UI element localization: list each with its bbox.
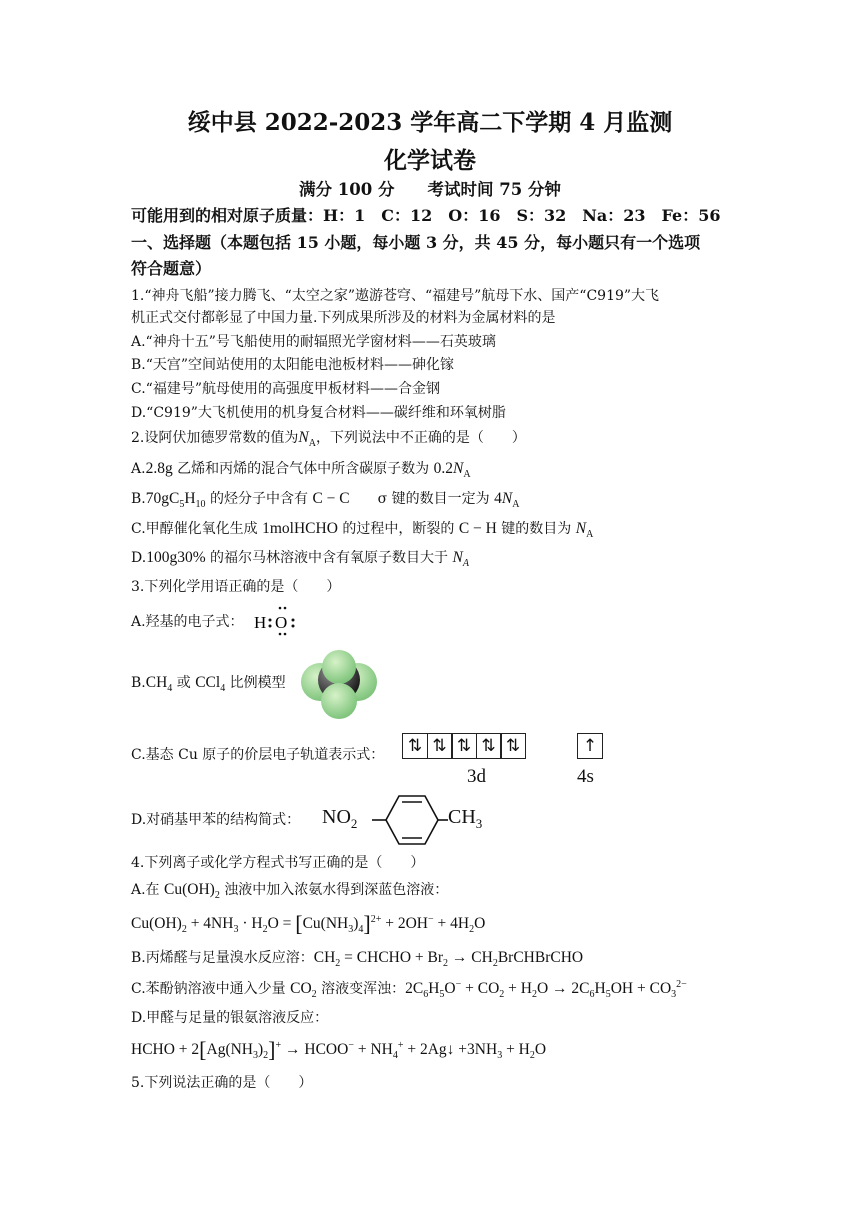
q2-option-b: $B.70gC_5H_{10}$ 的烃分子中含有 C − C σ 键的数目一定为 $4N_A$: [131, 490, 520, 511]
q2-option-a: A.2.8g 乙烯和丙烯的混合气体中所含碳原子数为 $0.2N_A$: [131, 460, 471, 481]
q4-option-b: B.丙烯醛与足量溴水反应溶：$CH_2$ = CHCHO + $Br_2$ → $CH_2BrCHBrCHO$: [131, 949, 584, 970]
benzene-ring-structure: [372, 790, 448, 850]
orbital-box-4s: ↑: [577, 733, 603, 759]
q2-stem: 2.设阿伏加德罗常数的值为$N_A$，下列说法中不正确的是（ ）: [131, 429, 526, 450]
q4-a-equation: $Cu(OH)_2 + 4NH_3 \cdot H_2O = [Cu(NH_3)_4]^{2+} + 2OH^- + 4H_2O$: [131, 911, 486, 936]
q5-stem: 5.下列说法正确的是（ ）: [131, 1075, 313, 1091]
q1-option-c: C.“福建号”航母使用的高强度甲板材料——合金钢: [131, 381, 440, 397]
atomic-masses: 可能用到的相对原子质量：H：1 C：12 O：16 S：32 Na：23 Fe：56: [131, 206, 721, 225]
q2-option-d: D.100g30% 的福尔马林溶液中含有氧原子数目大于 $N_A$: [131, 549, 469, 570]
q3-option-d: D.对硝基甲苯的结构简式：: [131, 812, 301, 828]
exam-subtitle: 化学试卷: [384, 147, 476, 174]
q1-option-a: A.“神舟十五”号飞船使用的耐辐照光学窗材料——石英玻璃: [131, 334, 496, 350]
nitrotoluene-left: $NO_2$: [322, 806, 358, 831]
orbital-box-3d: ⇅ ⇅ ⇅ ⇅ ⇅: [402, 733, 526, 759]
q4-option-d: D.甲醛与足量的银氨溶液反应：: [131, 1010, 329, 1026]
exam-title: 绥中县 2022-2023 学年高二下学期 4 月监测: [187, 109, 673, 136]
hydroxyl-electron-dot-formula: [252, 604, 302, 638]
svg-text:H: H: [254, 613, 267, 632]
q1-stem-line2: 机正式交付都彰显了中国力量.下列成果所涉及的材料为金属材料的是: [131, 310, 556, 326]
exam-meta: 满分 100 分 考试时间 75 分钟: [299, 180, 561, 199]
q1-option-b: B.“天宫”空间站使用的太阳能电池板材料——砷化镓: [131, 357, 455, 373]
q4-d-equation: HCHO + $2[Ag(NH_3)_2]^+$ → HCOO− + $NH_4^+$ + 2Ag↓ $+3NH_3 + H_2O$: [131, 1037, 547, 1062]
q4-option-c: C.苯酚钠溶液中通入少量 $CO_2$ 溶液变浑浊：$2C_6H_5O^- + CO_2 + H_2O \to 2C_6H_5OH + CO_3^{2-}$: [131, 978, 687, 1001]
q4-option-a: A.在 $Cu(OH)_2$ 浊液中加入浓氨水得到深蓝色溶液：: [131, 881, 449, 902]
q3-option-a: A.羟基的电子式：: [131, 614, 244, 630]
q3-option-b: $B.CH_4$ 或 CCl$_4$ 比例模型: [131, 674, 286, 695]
q4-stem: 4.下列离子或化学方程式书写正确的是（ ）: [131, 855, 425, 871]
space-filling-model-image: [296, 646, 382, 722]
q1-stem-line1: 1.“神舟飞船”接力腾飞、“太空之家”遨游苍穹、“福建号”航母下水、国产“C919”大飞: [131, 288, 660, 304]
orbital-label-4s: 4s: [577, 766, 594, 787]
q1-option-d: D.“C919”大飞机使用的机身复合材料——碳纤维和环氧树脂: [131, 405, 506, 421]
q3-option-c: C.基态 Cu 原子的价层电子轨道表示式：: [131, 747, 385, 763]
svg-text:O: O: [275, 613, 288, 632]
q2-option-c: C.甲醇催化氧化生成 1molHCHO 的过程中，断裂的 C − H 键的数目为 $N_A$: [131, 520, 594, 541]
section-heading-line2: 符合题意）: [131, 259, 212, 278]
section-heading-line1: 一、选择题（本题包括 15 小题，每小题 3 分，共 45 分，每小题只有一个选项: [131, 233, 701, 252]
nitrotoluene-right: $CH_3$: [448, 806, 483, 831]
orbital-label-3d: 3d: [467, 766, 486, 787]
q3-stem: 3.下列化学用语正确的是（ ）: [131, 579, 341, 595]
